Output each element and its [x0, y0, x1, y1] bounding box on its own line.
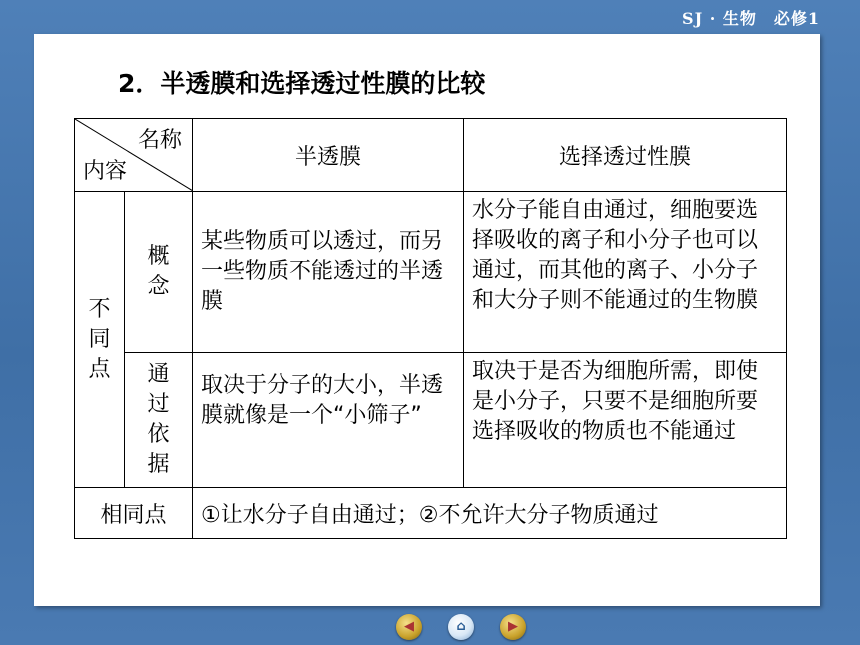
row-label-concept: 概 念 [125, 192, 193, 353]
concept-semipermeable: 某些物质可以透过，而另一些物质不能透过的半透膜 [193, 192, 464, 353]
prev-icon: ◀ [404, 619, 414, 634]
slide-title: 2．半透膜和选择透过性膜的比较 [118, 69, 486, 98]
column-header-selective: 选择透过性膜 [464, 119, 787, 192]
course-header: SJ · 生物 必修1 [682, 9, 820, 28]
basis-selective: 取决于是否为细胞所需，即使是小分子，只要不是细胞所要选择吸收的物质也不能通过 [464, 353, 787, 488]
comparison-table [74, 118, 787, 539]
row-label-basis: 通 过 依 据 [125, 353, 193, 488]
corner-top-label: 名称 [137, 128, 182, 153]
column-header-semipermeable: 半透膜 [193, 119, 464, 192]
same-points-value: ①让水分子自由通过；②不允许大分子物质通过 [193, 488, 787, 539]
corner-header-cell [75, 119, 193, 192]
different-points-label: 不 同 点 [75, 192, 125, 488]
home-icon: ⌂ [456, 619, 466, 634]
next-icon: ▶ [508, 619, 518, 634]
concept-selective: 水分子能自由通过，细胞要选择吸收的离子和小分子也可以通过，而其他的离子、小分子和大分子则不能通过的生物膜 [464, 192, 787, 353]
next-button[interactable] [500, 614, 526, 640]
prev-button[interactable] [396, 614, 422, 640]
same-points-label: 相同点 [75, 488, 193, 539]
basis-semipermeable: 取决于分子的大小，半透膜就像是一个“小筛子” [193, 353, 464, 488]
home-button[interactable] [448, 614, 474, 640]
corner-bottom-label: 内容 [83, 159, 128, 184]
